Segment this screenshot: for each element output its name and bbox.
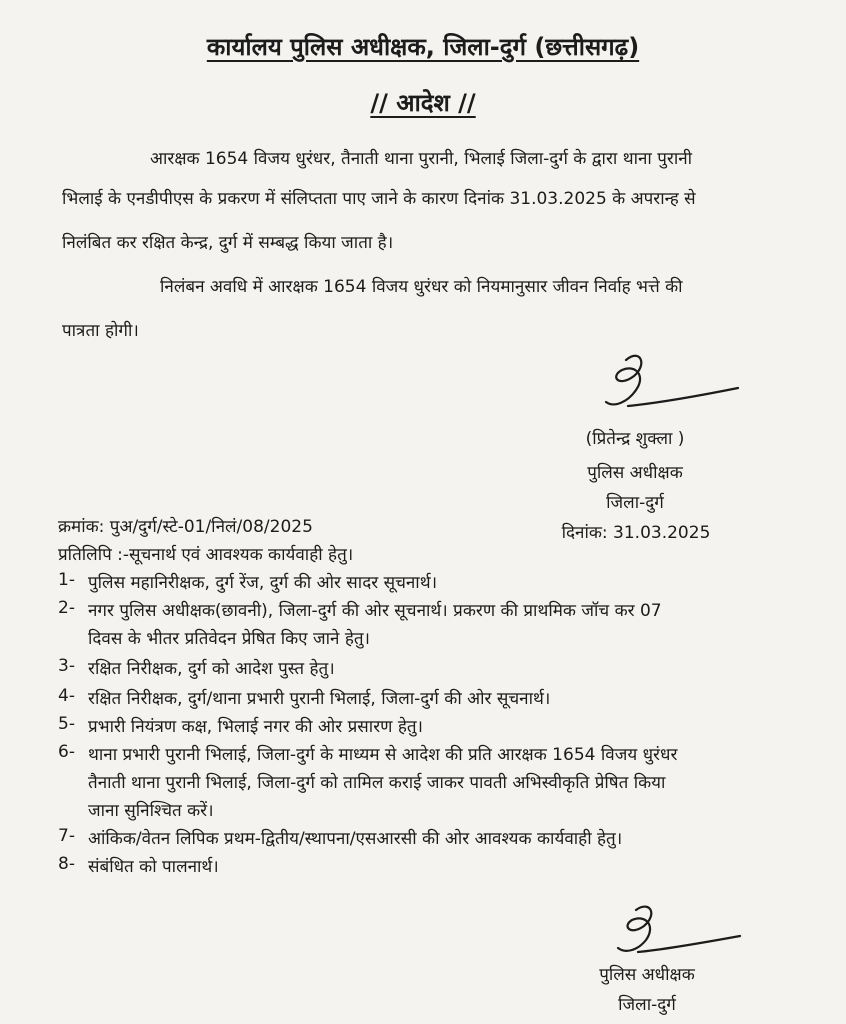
copy-item-number: 1- — [58, 570, 75, 590]
copy-heading: प्रतिलिपि :-सूचनार्थ एवं आवश्यक कार्यवाही हेतु। — [58, 545, 354, 565]
para1-line-2: भिलाई के एनडीपीएस के प्रकरण में संलिप्तता पाए जाने के कारण दिनांक 31.03.2025 के अपरान्ह से — [62, 189, 696, 209]
order-heading: // आदेश // — [370, 89, 476, 117]
signatory-designation: पुलिस अधीक्षक — [587, 463, 683, 483]
copy-item-number: 8- — [58, 854, 75, 874]
signatory-name: (प्रितेन्द्र शुक्ला ) — [585, 429, 685, 449]
copy-item-7: आंकिक/वेतन लिपिक प्रथम-द्वितीय/स्थापना/एसआरसी की ओर आवश्यक कार्यवाही हेतु। — [88, 829, 623, 849]
reference-number: क्रमांक: पुअ/दुर्ग/स्टे-01/निलं/08/2025 — [58, 517, 313, 537]
copy-item-8: संबंधित को पालनार्थ। — [88, 857, 219, 877]
footer-district: जिला-दुर्ग — [618, 995, 676, 1015]
para2-line-2: पात्रता होगी। — [62, 321, 139, 341]
office-title: कार्यालय पुलिस अधीक्षक, जिला-दुर्ग (छत्तीसगढ़) — [206, 33, 640, 61]
para2-line-1: निलंबन अवधि में आरक्षक 1654 विजय धुरंधर को नियमानुसार जीवन निर्वाह भत्ते की — [160, 277, 683, 297]
copy-item-6-line-1: थाना प्रभारी पुरानी भिलाई, जिला-दुर्ग के माध्यम से आदेश की प्रति आरक्षक 1654 विजय धुरंधर — [88, 745, 678, 765]
copy-item-5: प्रभारी नियंत्रण कक्ष, भिलाई नगर की ओर प्रसारण हेतु। — [88, 717, 423, 737]
footer-designation: पुलिस अधीक्षक — [599, 965, 695, 985]
copy-item-3: रक्षित निरीक्षक, दुर्ग को आदेश पुस्त हेतु। — [88, 659, 335, 679]
copy-item-6-line-2: तैनाती थाना पुरानी भिलाई, जिला-दुर्ग को तामिल कराई जाकर पावती अभिस्वीकृति प्रेषित किया — [88, 773, 666, 793]
copy-item-number: 3- — [58, 656, 75, 676]
copy-item-6-line-3: जाना सुनिश्चित करें। — [88, 801, 214, 821]
copy-item-number: 7- — [58, 826, 75, 846]
signatory-district: जिला-दुर्ग — [606, 493, 664, 513]
copy-item-number: 2- — [58, 598, 75, 618]
copy-item-2-line-1: नगर पुलिस अधीक्षक(छावनी), जिला-दुर्ग की ओर सूचनार्थ। प्रकरण की प्राथमिक जॉच कर 07 — [88, 601, 662, 621]
signatory-date: दिनांक: 31.03.2025 — [561, 523, 711, 543]
para1-line-1: आरक्षक 1654 विजय धुरंधर, तैनाती थाना पुरानी, भिलाई जिला-दुर्ग के द्वारा थाना पुरानी — [150, 149, 693, 169]
signature-scribble-1 — [588, 346, 748, 436]
copy-item-number: 4- — [58, 686, 75, 706]
copy-item-1: पुलिस महानिरीक्षक, दुर्ग रेंज, दुर्ग की ओर सादर सूचनार्थ। — [88, 573, 438, 593]
copy-item-4: रक्षित निरीक्षक, दुर्ग/थाना प्रभारी पुरानी भिलाई, जिला-दुर्ग की ओर सूचनार्थ। — [88, 689, 551, 709]
para1-line-3: निलंबित कर रक्षित केन्द्र, दुर्ग में सम्बद्ध किया जाता है। — [62, 233, 394, 253]
copy-item-number: 6- — [58, 742, 75, 762]
copy-item-number: 5- — [58, 714, 75, 734]
copy-item-2-line-2: दिवस के भीतर प्रतिवेदन प्रेषित किए जाने हेतु। — [88, 629, 370, 649]
